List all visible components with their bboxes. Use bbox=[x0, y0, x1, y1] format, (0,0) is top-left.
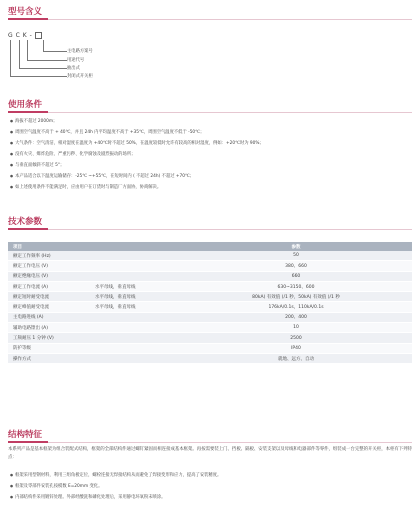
section-divider bbox=[8, 229, 412, 230]
model-code bbox=[8, 32, 42, 39]
table-row bbox=[8, 343, 412, 353]
row-item: 额定工作频率 (Hz) bbox=[8, 251, 180, 261]
row-value: 2500 bbox=[180, 333, 412, 343]
table-row bbox=[8, 261, 412, 271]
model-label: 抽出式 bbox=[67, 66, 80, 71]
section-divider bbox=[8, 112, 412, 113]
model-letter: C bbox=[15, 32, 21, 39]
structure-item: ● 框架及零部件安装孔按模数 E=20mm 变化。 bbox=[10, 483, 102, 489]
model-label: 主电路方案号 bbox=[67, 49, 93, 54]
row-value: 176kA/0.1s，110kA/0.1s bbox=[180, 302, 412, 312]
row-sub: 水平母线，垂直母线 bbox=[90, 292, 180, 302]
row-item: 防护等级 bbox=[8, 343, 180, 353]
row-value: IP40 bbox=[180, 343, 412, 353]
condition-item: ● 周围空气温度不高于 + 40℃，并且 24h 内平均温度不高于 +35℃，周围空气温度不低于 -50℃； bbox=[10, 129, 204, 135]
row-item: 辅助电路馈出 (A) bbox=[8, 323, 180, 333]
section-title-model: 型号含义 bbox=[8, 7, 43, 17]
header-item: 项目 bbox=[8, 242, 180, 251]
row-item: 额定峰值耐受电流 bbox=[8, 302, 90, 312]
section-title-specs: 技术参数 bbox=[8, 217, 43, 227]
row-value: 10 bbox=[180, 323, 412, 333]
table-header-row bbox=[8, 242, 412, 251]
row-item: 工频耐压 1 分钟 (V) bbox=[8, 333, 180, 343]
section-divider bbox=[8, 19, 412, 20]
row-item: 额定绝缘电压 (V) bbox=[8, 271, 180, 281]
row-value: 50 bbox=[180, 251, 412, 261]
model-diagram bbox=[8, 40, 108, 80]
table-row bbox=[8, 312, 412, 322]
row-value: 200、400 bbox=[180, 312, 412, 322]
model-blank-box bbox=[35, 32, 42, 39]
table-row bbox=[8, 292, 412, 302]
row-item: 额定短时耐受电流 bbox=[8, 292, 90, 302]
row-value: 630~3150、600 bbox=[180, 281, 412, 291]
structure-item: ● 框架采用型钢材料，利用三组角板定位，螺栓连接无焊接结构从而避免了焊接变形和应力，提高了安装精度。 bbox=[10, 472, 221, 478]
structure-item: ● 内部结构件采用镀锌处理。外部经酸洗和磷化处理后，采用静电环氧粉末喷涂。 bbox=[10, 494, 165, 500]
model-letter: G bbox=[8, 32, 14, 39]
row-value: 就地、远方、自动 bbox=[180, 353, 412, 363]
row-item: 额定工作电流 (A) bbox=[8, 281, 90, 291]
table-row bbox=[8, 251, 412, 261]
row-sub: 水平母线，垂直母线 bbox=[90, 281, 180, 291]
condition-item: ● 本产品适合以下温度运输储存：-25℃ ~+55℃，在短时间内 ( 不超过 24h) 不超过 +70℃； bbox=[10, 173, 194, 179]
row-item: 操作方式 bbox=[8, 353, 180, 363]
section-title-structure: 结构特征 bbox=[8, 430, 43, 440]
model-letter: - bbox=[29, 32, 33, 39]
condition-item: ● 如上述使用条件不能满足时，应由用户在订货时与制造厂方面协，协商解决。 bbox=[10, 184, 161, 190]
structure-paragraph: 本系列产品是基本框架为组合装配式结构，框架的全部结构件通过螺钉紧固而相连接成基本框架。再按需要装上门、挡板、隔板、安装支架以及母线和电器部件等零件，组装成一台完整的开关柜，本柜有下列特点： bbox=[8, 447, 412, 460]
table-row bbox=[8, 333, 412, 343]
table-row bbox=[8, 353, 412, 363]
model-letter: K bbox=[22, 32, 28, 39]
model-label: 封闭式开关柜 bbox=[67, 74, 93, 79]
row-value: 380、660 bbox=[180, 261, 412, 271]
table-row bbox=[8, 271, 412, 281]
condition-item: ● 海拔不超过 2000m； bbox=[10, 118, 57, 124]
section-title-conditions: 使用条件 bbox=[8, 100, 43, 110]
row-value: 80kA( 有效值 )/1 秒，50kA( 有效值 )/1 秒 bbox=[180, 292, 412, 302]
row-value: 660 bbox=[180, 271, 412, 281]
table-row bbox=[8, 302, 412, 312]
row-item: 主电路进线 (A) bbox=[8, 312, 180, 322]
specs-table bbox=[8, 242, 412, 364]
condition-item: ● 没有火灾、爆炸危险、严重污秽、化学腐蚀及剧烈振动的场所； bbox=[10, 151, 135, 157]
model-label: 用途代号 bbox=[67, 58, 85, 63]
table-row bbox=[8, 281, 412, 291]
header-value: 参数 bbox=[180, 242, 412, 251]
row-item: 额定工作电压 (V) bbox=[8, 261, 180, 271]
section-divider bbox=[8, 442, 412, 443]
table-row bbox=[8, 323, 412, 333]
row-sub: 水平母线，垂直母线 bbox=[90, 302, 180, 312]
condition-item: ● 与垂直面倾斜不超过 5°； bbox=[10, 162, 64, 168]
condition-item: ● 大气条件：空气清洁，相对湿度在温度为 +40℃时不超过 50%，在温度较低时允许有较高的相对湿度，例如：+20℃时为 90%； bbox=[10, 140, 264, 146]
